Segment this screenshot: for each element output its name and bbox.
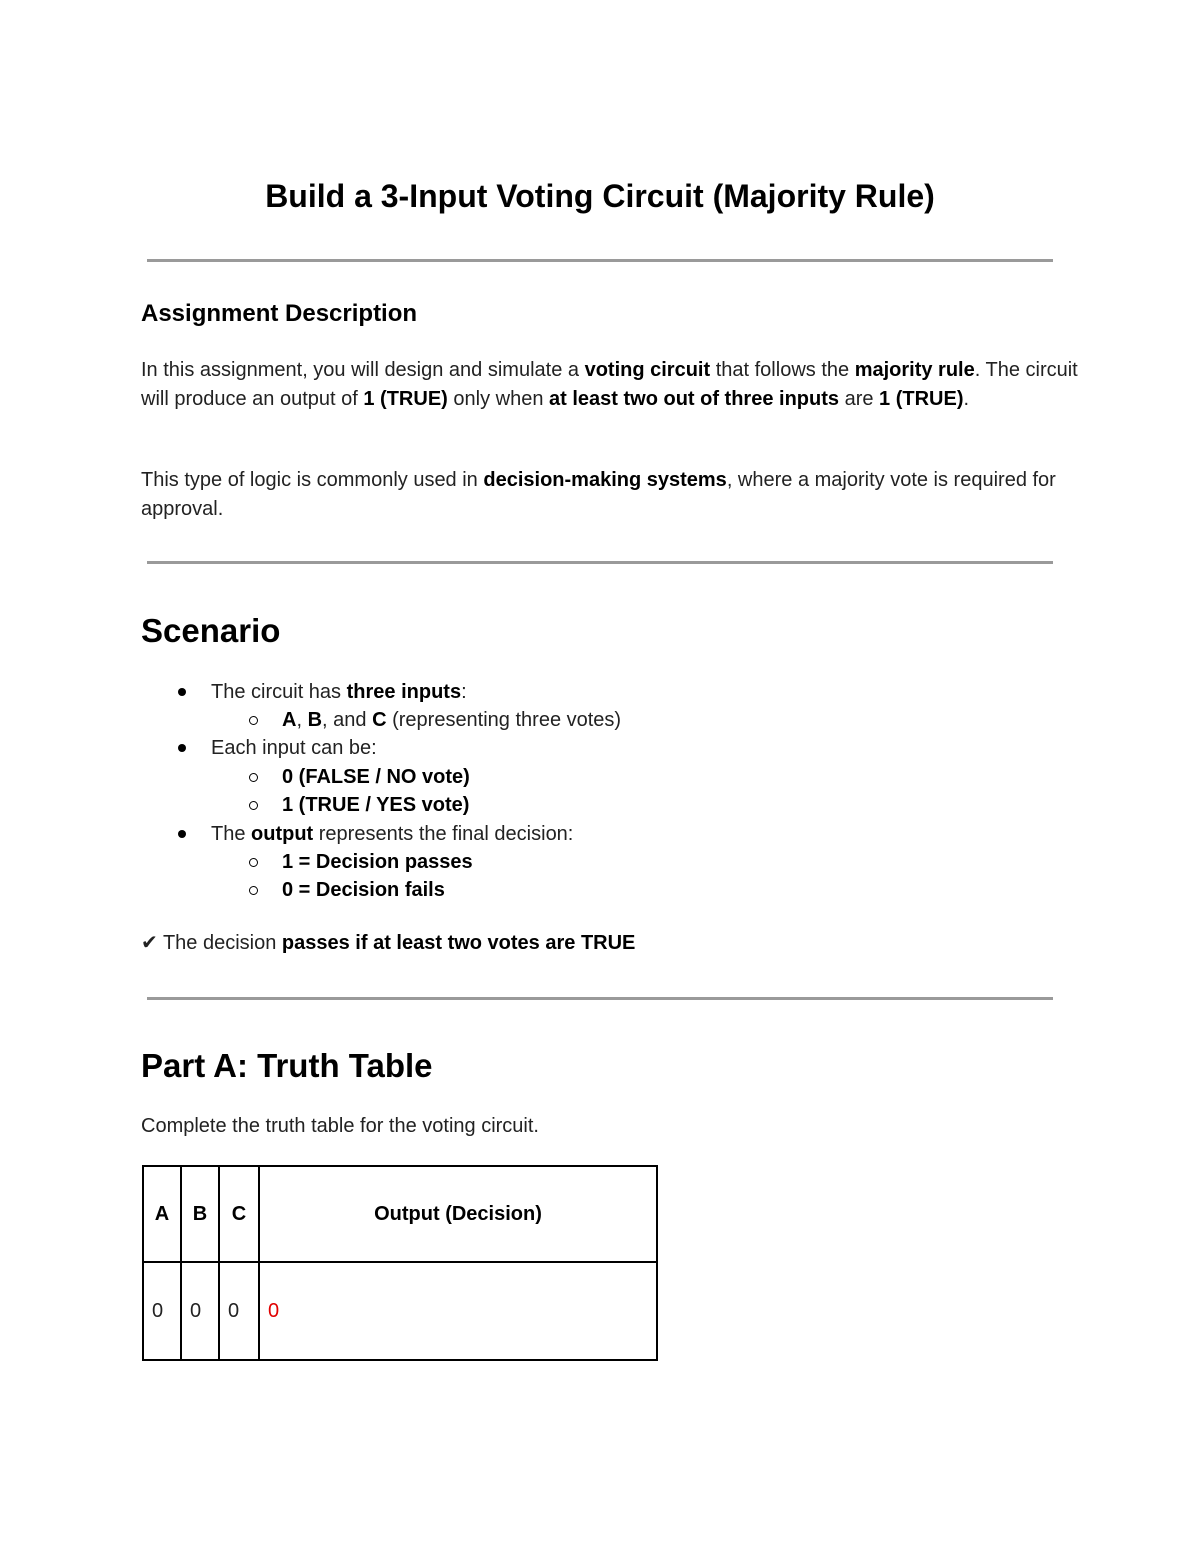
- column-header-b: B: [181, 1166, 219, 1262]
- text-span: , and: [322, 709, 373, 731]
- bullet-circle-icon: [249, 801, 258, 810]
- bold-span: at least two out of three inputs: [549, 388, 840, 410]
- bold-span: C: [372, 709, 387, 731]
- column-header-a: A: [143, 1166, 181, 1262]
- bold-span: A: [282, 709, 297, 731]
- text-span: only when: [447, 388, 549, 410]
- list-item: [282, 706, 621, 734]
- horizontal-divider: [147, 561, 1053, 564]
- text-span: In this assignment, you will design and simulate a: [141, 359, 585, 381]
- bold-span: majority rule: [854, 359, 975, 381]
- bold-span: 1 (TRUE): [879, 388, 964, 410]
- part-a-instruction: Complete the truth table for the voting circuit.: [141, 1115, 539, 1137]
- bullet-dot-icon: [178, 744, 186, 752]
- table-cell[interactable]: 0: [219, 1262, 259, 1360]
- bold-span: passes if at least two votes are TRUE: [281, 932, 636, 954]
- bullet-circle-icon: [249, 773, 258, 782]
- text-span: are: [839, 388, 880, 410]
- assignment-paragraph-1: [141, 356, 1081, 414]
- text-span: that follows the: [710, 359, 855, 381]
- bullet-circle-icon: [249, 858, 258, 867]
- bold-span: output: [251, 823, 314, 845]
- text-span: The: [211, 823, 252, 845]
- list-item: Each input can be:: [211, 737, 377, 759]
- text-span: :: [461, 681, 467, 703]
- list-item: [211, 820, 573, 848]
- text-span: represents the final decision:: [313, 823, 574, 845]
- text-span: (representing three votes): [386, 709, 622, 731]
- horizontal-divider: [147, 259, 1053, 262]
- bullet-circle-icon: [249, 886, 258, 895]
- column-header-c: C: [219, 1166, 259, 1262]
- document-title: Build a 3-Input Voting Circuit (Majority Rule): [265, 178, 935, 214]
- bold-span: 1 = Decision passes: [282, 851, 473, 873]
- checkmark-icon: ✔: [141, 932, 158, 954]
- bold-span: decision-making systems: [483, 469, 727, 491]
- text-span: ,: [296, 709, 308, 731]
- list-item: [282, 791, 469, 819]
- list-item: [282, 763, 470, 791]
- bold-span: voting circuit: [584, 359, 711, 381]
- bullet-dot-icon: [178, 688, 186, 696]
- truth-table: [142, 1165, 658, 1361]
- bullet-circle-icon: [249, 716, 258, 725]
- check-statement: [141, 929, 635, 957]
- table-header-row: [143, 1166, 657, 1262]
- bold-span: 1 (TRUE): [363, 388, 448, 410]
- table-cell: 0: [181, 1262, 219, 1360]
- bullet-dot-icon: [178, 830, 186, 838]
- part-a-heading: Part A: Truth Table: [141, 1047, 433, 1084]
- text-span: .: [963, 388, 970, 410]
- horizontal-divider: [147, 997, 1053, 1000]
- text-span: , where a majority vote is required for approval.: [141, 469, 1056, 520]
- table-row: [143, 1262, 657, 1360]
- text-span: The decision: [157, 932, 282, 954]
- assignment-paragraph-2: [141, 466, 1081, 524]
- bold-span: 0 = Decision fails: [282, 879, 445, 901]
- assignment-heading: Assignment Description: [141, 300, 418, 327]
- list-item: [211, 678, 467, 706]
- bold-span: 0 (FALSE / NO vote): [282, 766, 470, 788]
- text-span: . The circuit will produce an output of: [141, 359, 1078, 410]
- bold-span: three inputs: [346, 681, 462, 703]
- output-answer-cell[interactable]: 0: [259, 1262, 657, 1360]
- text-span: This type of logic is commonly used in: [141, 469, 484, 491]
- bold-span: B: [307, 709, 323, 731]
- list-item: [282, 848, 473, 876]
- table-cell: 0: [143, 1262, 181, 1360]
- list-item: [282, 876, 445, 904]
- text-span: The circuit has: [211, 681, 347, 703]
- bold-span: 1 (TRUE / YES vote): [282, 794, 470, 816]
- scenario-heading: Scenario: [141, 612, 281, 649]
- column-header-output: Output (Decision): [259, 1166, 657, 1262]
